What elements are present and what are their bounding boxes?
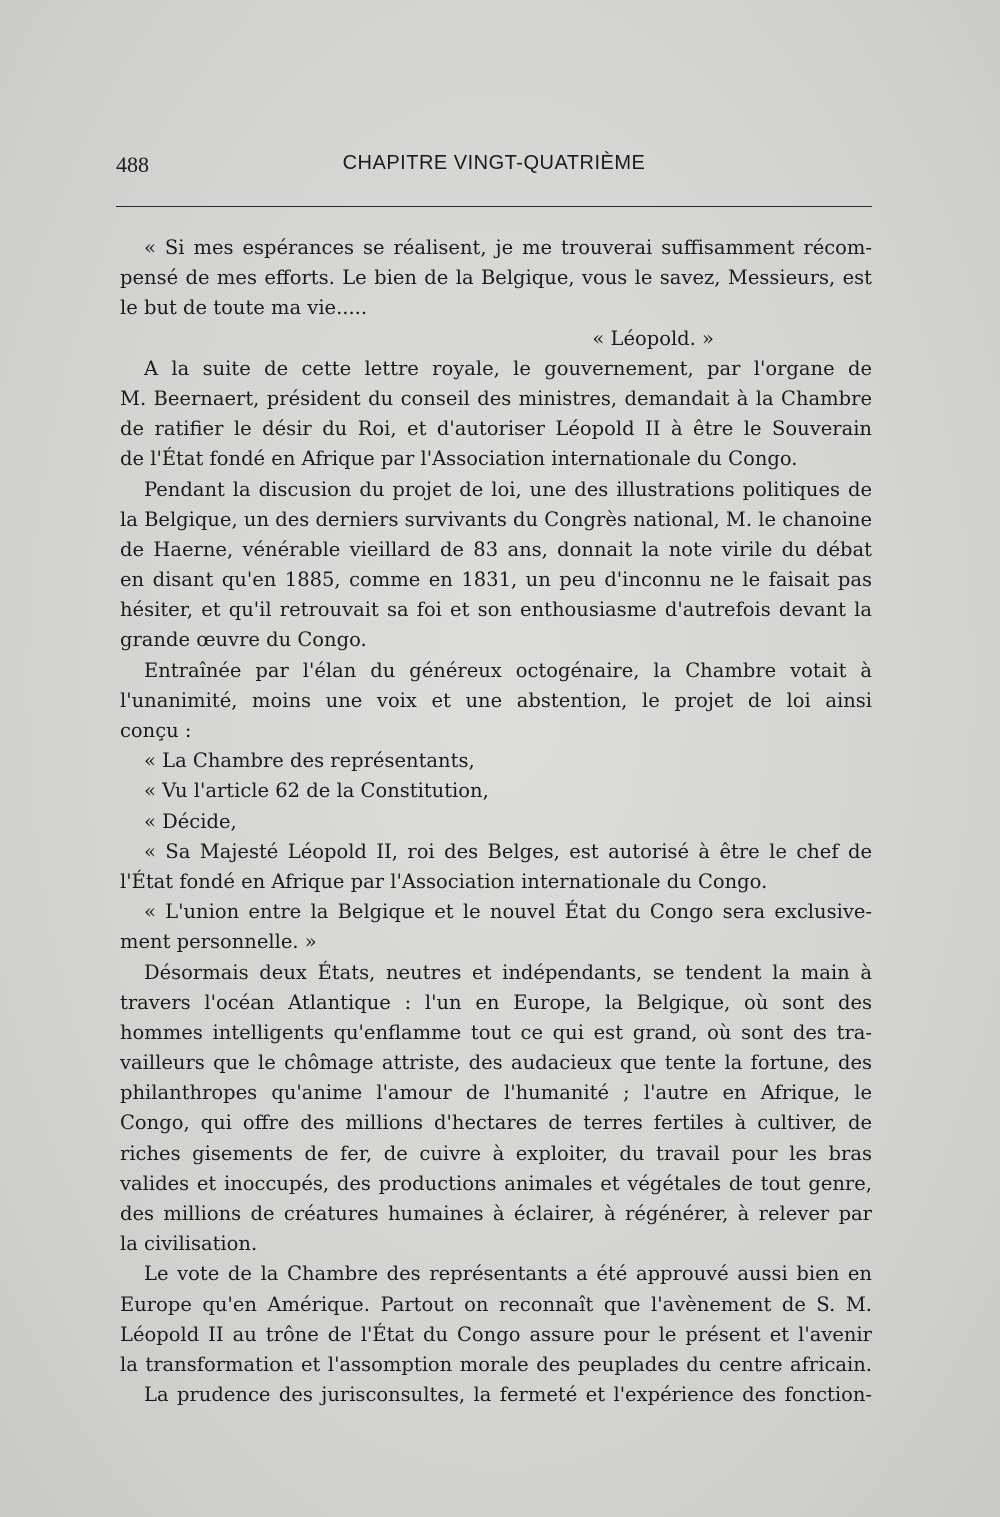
text-line: l'État fondé en Afrique par l'Association internationale du Congo.	[120, 869, 768, 893]
text-line: vailleurs que le chômage attriste, des audacieux que tente la fortune, des	[120, 1051, 872, 1075]
text-line: des millions de créatures humaines à éclairer, à régénérer, à relever par	[120, 1202, 872, 1225]
text-line: Pendant la discusion du projet de loi, une des illustrations politiques de	[144, 477, 872, 501]
text-line: A la suite de cette lettre royale, le gouvernement, par l'organe de	[144, 356, 872, 380]
text-line: hommes intelligents qu'enflamme tout ce qui est grand, où sont des tra-	[120, 1020, 872, 1044]
text-line: pensé de mes efforts. Le bien de la Belgique, vous le savez, Messieurs, est	[120, 266, 872, 290]
body-text	[120, 233, 872, 1410]
text-line: ment personnelle. »	[120, 930, 317, 954]
text-line: la Belgique, un des derniers survivants du Congrès national, M. le chanoine	[120, 507, 872, 531]
text-line: travers l'océan Atlantique : l'un en Europe, la Belgique, où sont des	[120, 990, 872, 1014]
text-line: « Décide,	[144, 809, 237, 833]
text-line: la civilisation.	[120, 1232, 258, 1256]
text-line: « La Chambre des représentants,	[144, 749, 475, 773]
text-line: philanthropes qu'anime l'amour de l'humanité ; l'autre en Afrique, le	[120, 1081, 872, 1105]
text-line: riches gisements de fer, de cuivre à exploiter, du travail pour les bras	[120, 1141, 872, 1165]
text-line: Léopold II au trône de l'État du Congo assure pour le présent et l'avenir	[120, 1322, 872, 1346]
text-line: de l'État fondé en Afrique par l'Association internationale du Congo.	[120, 447, 798, 471]
text-line: « Léopold. »	[592, 326, 714, 350]
text-line: grande œuvre du Congo.	[120, 628, 367, 652]
text-line: Le vote de la Chambre des représentants a été approuvé aussi bien en	[144, 1262, 872, 1286]
text-line: hésiter, et qu'il retrouvait sa foi et son enthousiasme d'autrefois devant la	[120, 598, 872, 622]
text-line: le but de toute ma vie.....	[120, 296, 368, 320]
text-line: de Haerne, vénérable vieillard de 83 ans, donnait la note virile du débat	[120, 537, 872, 561]
text-line: Europe qu'en Amérique. Partout on reconnaît que l'avènement de S. M.	[120, 1292, 872, 1316]
text-line: Congo, qui offre des millions d'hectares de terres fertiles à cultiver, de	[120, 1111, 872, 1135]
text-line: de ratifier le désir du Roi, et d'autoriser Léopold II à être le Souverain	[120, 417, 872, 441]
text-line: La prudence des jurisconsultes, la fermeté et l'expérience des fonction-	[144, 1383, 872, 1407]
text-line: Désormais deux États, neutres et indépendants, se tendent la main à	[144, 960, 872, 984]
chapter-title: CHAPITRE VINGT-QUATRIÈME	[342, 152, 646, 174]
text-line: « L'union entre la Belgique et le nouvel État du Congo sera exclusive-	[144, 900, 872, 924]
header-rule	[116, 206, 872, 207]
text-line: « Si mes espérances se réalisent, je me trouverai suffisamment récom-	[144, 236, 872, 259]
text-line: « Vu l'article 62 de la Constitution,	[144, 779, 489, 803]
text-line: en disant qu'en 1885, comme en 1831, un peu d'inconnu ne le faisait pas	[120, 568, 872, 592]
text-line: M. Beernaert, président du conseil des ministres, demandait à la Chambre	[120, 386, 872, 410]
text-line: l'unanimité, moins une voix et une abstention, le projet de loi ainsi	[120, 688, 872, 712]
text-line: conçu :	[120, 719, 192, 742]
running-head	[116, 152, 872, 186]
page-number: 488	[116, 152, 149, 177]
text-line: valides et inoccupés, des productions animales et végétales de tout genre,	[120, 1171, 872, 1195]
text-line: « Sa Majesté Léopold II, roi des Belges, est autorisé à être le chef de	[144, 839, 872, 863]
text-line: Entraînée par l'élan du généreux octogénaire, la Chambre votait à	[144, 658, 872, 682]
text-line: la transformation et l'assomption morale des peuplades du centre africain.	[120, 1352, 872, 1376]
